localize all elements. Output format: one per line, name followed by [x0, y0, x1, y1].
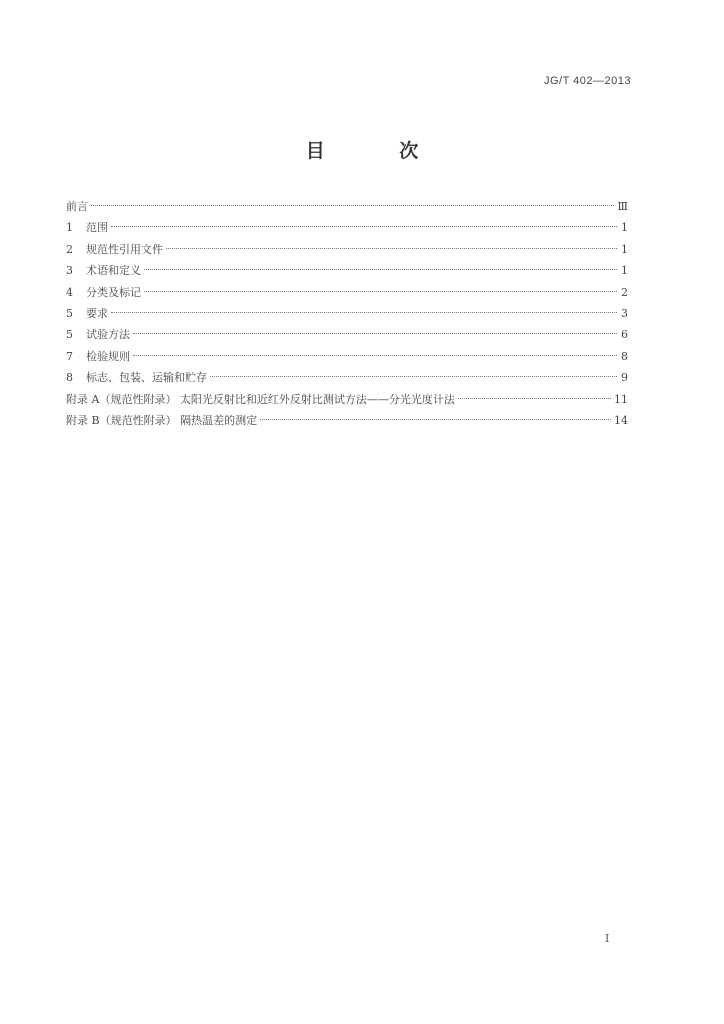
toc-entry-number: 2: [66, 242, 73, 256]
toc-leader-dots: [260, 419, 611, 420]
toc-entry-inspection-rules[interactable]: [66, 346, 628, 367]
standard-code: JG/T 402—2013: [543, 75, 631, 87]
toc-entry-test-methods[interactable]: [66, 324, 628, 345]
toc-entry-label: 术语和定义: [86, 264, 141, 278]
toc-entry-marking-packaging[interactable]: [66, 367, 628, 388]
toc-leader-dots: [111, 312, 617, 313]
toc-leader-dots: [133, 355, 617, 356]
toc-entry-label: 标志、包装、运输和贮存: [86, 371, 207, 385]
toc-entry-page: 1: [621, 242, 628, 256]
toc-entry-page: 9: [621, 371, 628, 385]
toc-entry-page: 14: [614, 413, 628, 427]
toc-entry-label: 前言: [66, 200, 88, 213]
toc-entry-classification[interactable]: [66, 282, 628, 303]
toc-entry-label: 附录 A（规范性附录） 太阳光反射比和近红外反射比测试方法——分光光度计法: [66, 392, 455, 406]
toc-entry-number: 5: [66, 328, 73, 342]
toc-leader-dots: [458, 398, 611, 399]
toc-entry-number: 1: [66, 221, 73, 235]
toc-entry-page: 1: [621, 221, 628, 235]
toc-entry-number: 8: [66, 371, 73, 385]
toc-entry-number: 5: [66, 306, 73, 320]
toc-entry-appendix-b[interactable]: [66, 410, 628, 431]
toc-leader-dots: [210, 376, 617, 377]
toc-list: [66, 196, 628, 431]
toc-entry-page: Ⅲ: [617, 200, 628, 213]
toc-entry-label: 规范性引用文件: [86, 242, 163, 256]
toc-entry-label: 要求: [86, 306, 108, 320]
toc-entry-requirements[interactable]: [66, 303, 628, 324]
toc-title: 目 次: [305, 140, 453, 162]
toc-entry-page: 3: [621, 306, 628, 320]
toc-entry-appendix-a[interactable]: [66, 389, 628, 410]
toc-entry-label: 检验规则: [86, 349, 130, 363]
toc-entry-number: 4: [66, 285, 73, 299]
toc-entry-normative-references[interactable]: [66, 239, 628, 260]
toc-leader-dots: [133, 333, 617, 334]
toc-leader-dots: [111, 226, 617, 227]
toc-leader-dots: [91, 205, 614, 206]
toc-entry-number: 3: [66, 264, 73, 278]
toc-entry-page: 8: [621, 349, 628, 363]
toc-leader-dots: [166, 248, 617, 249]
toc-entry-label: 分类及标记: [86, 285, 141, 299]
toc-entry-page: 6: [621, 328, 628, 342]
toc-entry-number: 7: [66, 349, 73, 363]
toc-entry-label: 附录 B（规范性附录） 隔热温差的测定: [66, 413, 258, 427]
toc-entry-page: 2: [621, 285, 628, 299]
toc-leader-dots: [144, 269, 617, 270]
toc-entry-terms-definitions[interactable]: [66, 260, 628, 281]
toc-entry-label: 范围: [86, 221, 108, 235]
toc-entry-page: 11: [614, 392, 628, 406]
toc-entry-foreword[interactable]: [66, 196, 628, 217]
page-number: I: [605, 932, 610, 945]
toc-entry-label: 试验方法: [86, 328, 130, 342]
toc-entry-scope[interactable]: [66, 217, 628, 238]
toc-leader-dots: [144, 291, 617, 292]
toc-entry-page: 1: [621, 264, 628, 278]
